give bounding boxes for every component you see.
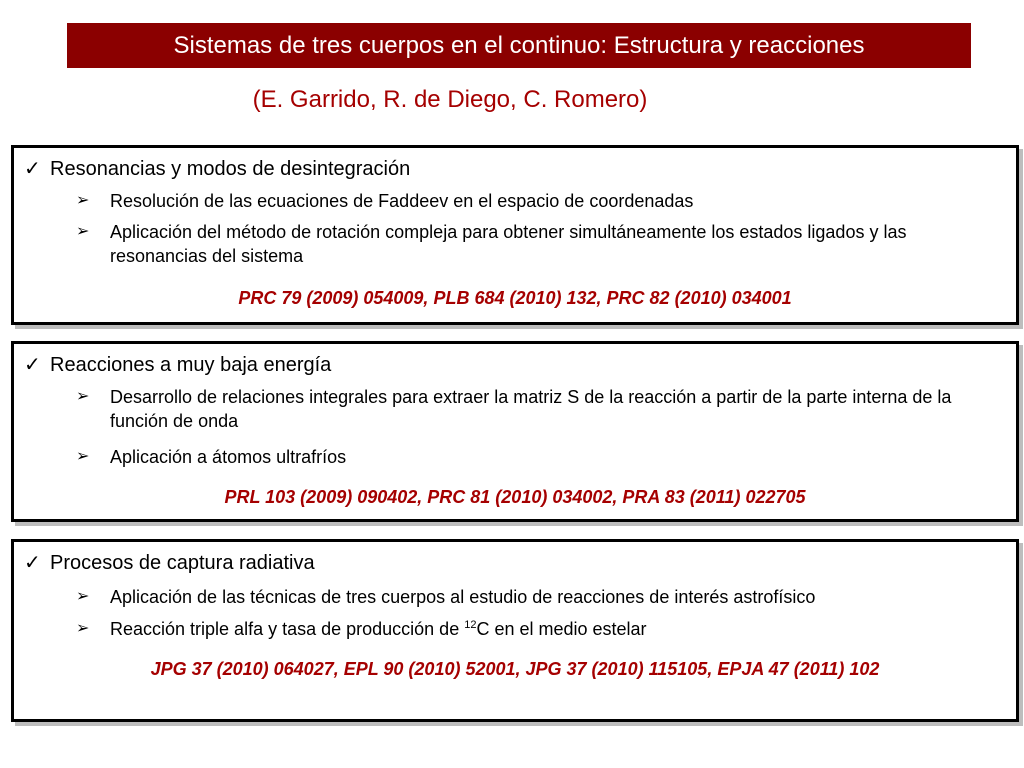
references-line: JPG 37 (2010) 064027, EPL 90 (2010) 52001, JPG 37 (2010) 115105, EPJA 47 (2011) 102 bbox=[150, 659, 880, 679]
checkmark-icon: ✓ bbox=[24, 158, 41, 180]
bullet-text: Resolución de las ecuaciones de Faddeev en el espacio de coordenadas bbox=[110, 191, 694, 211]
section-heading-text: Reacciones a muy baja energía bbox=[50, 354, 332, 376]
bullet-text: Aplicación del método de rotación compleja para obtener simultáneamente los estados ligados y las resonancias del sistema bbox=[110, 222, 907, 266]
slide-title: Sistemas de tres cuerpos en el continuo: Estructura y reacciones bbox=[67, 23, 971, 68]
checkmark-icon: ✓ bbox=[24, 354, 41, 376]
authors-line: (E. Garrido, R. de Diego, C. Romero) bbox=[252, 86, 648, 113]
superscript-mass-number: 12 bbox=[464, 619, 477, 631]
section-heading bbox=[24, 550, 315, 575]
arrow-bullet-icon: ➢ bbox=[76, 192, 90, 209]
section-heading-text: Procesos de captura radiativa bbox=[50, 552, 315, 574]
bullet-item bbox=[76, 445, 1006, 469]
section-box-reacciones bbox=[11, 341, 1019, 522]
arrow-bullet-icon: ➢ bbox=[76, 223, 90, 240]
bullet-text: Desarrollo de relaciones integrales para extraer la matriz S de la reacción a partir de la parte interna de la función de onda bbox=[110, 387, 952, 431]
bullet-item bbox=[76, 585, 1006, 609]
section-box-captura bbox=[11, 539, 1019, 722]
bullet-text bbox=[110, 617, 1006, 641]
bullet-item bbox=[76, 220, 1006, 268]
bullet-item bbox=[76, 189, 1006, 213]
references-line: PRL 103 (2009) 090402, PRC 81 (2010) 034002, PRA 83 (2011) 022705 bbox=[224, 487, 806, 507]
bullet-text-before: Reacción triple alfa y tasa de producción de bbox=[110, 619, 465, 639]
arrow-bullet-icon: ➢ bbox=[76, 388, 90, 405]
arrow-bullet-icon: ➢ bbox=[76, 448, 90, 465]
section-heading-text: Resonancias y modos de desintegración bbox=[50, 158, 411, 180]
arrow-bullet-icon: ➢ bbox=[76, 620, 90, 637]
bullet-text: Aplicación de las técnicas de tres cuerpos al estudio de reacciones de interés astrofísico bbox=[110, 587, 816, 607]
bullet-text-after: C en el medio estelar bbox=[476, 619, 647, 639]
references-line: PRC 79 (2009) 054009, PLB 684 (2010) 132, PRC 82 (2010) 034001 bbox=[238, 288, 792, 308]
arrow-bullet-icon: ➢ bbox=[76, 588, 90, 605]
bullet-item bbox=[76, 617, 1006, 641]
section-heading bbox=[24, 352, 331, 377]
checkmark-icon: ✓ bbox=[24, 552, 41, 574]
section-heading bbox=[24, 156, 410, 181]
bullet-text: Aplicación a átomos ultrafríos bbox=[110, 447, 347, 467]
section-box-resonancias bbox=[11, 145, 1019, 325]
bullet-item bbox=[76, 385, 1006, 433]
